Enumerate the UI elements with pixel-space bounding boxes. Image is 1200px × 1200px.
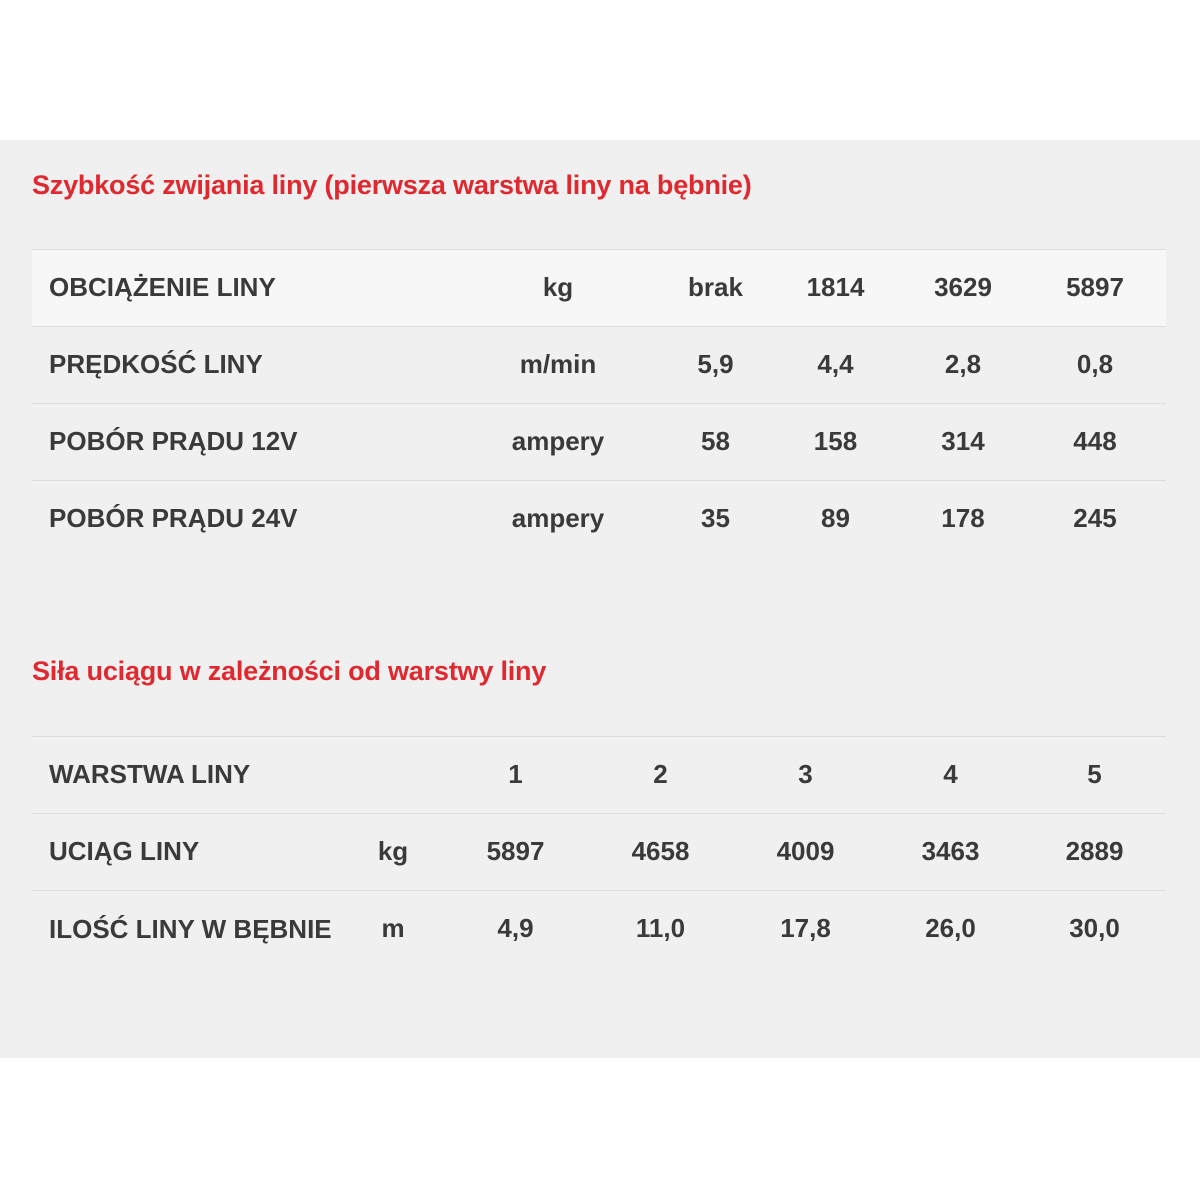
spec-panel xyxy=(0,140,1200,1058)
row-unit: kg xyxy=(343,814,443,891)
row-unit: m xyxy=(343,891,443,1003)
row-label: WARSTWA LINY xyxy=(32,737,343,814)
table-row xyxy=(32,250,1166,327)
section-title-pulling-force: Siła uciągu w zależności od warstwy liny xyxy=(32,656,547,686)
table-cell: 158 xyxy=(769,404,902,481)
section-title-winding-speed: Szybkość zwijania liny (pierwsza warstwa liny na bębnie) xyxy=(32,170,752,200)
table-row xyxy=(32,737,1166,814)
row-label: UCIĄG LINY xyxy=(32,814,343,891)
row-unit: ampery xyxy=(454,404,662,481)
pulling-force-table xyxy=(32,736,1166,1003)
row-label: PRĘDKOŚĆ LINY xyxy=(32,327,454,404)
row-label: POBÓR PRĄDU 12V xyxy=(32,404,454,481)
table-cell: 448 xyxy=(1024,404,1166,481)
table-cell: 5,9 xyxy=(662,327,769,404)
table-cell: 2,8 xyxy=(902,327,1024,404)
winding-speed-table xyxy=(32,249,1166,558)
table-cell: 17,8 xyxy=(733,891,878,1003)
table-cell: 178 xyxy=(902,481,1024,558)
table-cell: 11,0 xyxy=(588,891,733,1003)
table-cell: 1814 xyxy=(769,250,902,327)
table-row xyxy=(32,327,1166,404)
table-cell: 5897 xyxy=(443,814,588,891)
table-cell: 4 xyxy=(878,737,1023,814)
row-label: OBCIĄŻENIE LINY xyxy=(32,250,454,327)
table-cell: 0,8 xyxy=(1024,327,1166,404)
row-unit: ampery xyxy=(454,481,662,558)
table-cell: 35 xyxy=(662,481,769,558)
table-cell: 3 xyxy=(733,737,878,814)
table-cell: 4009 xyxy=(733,814,878,891)
table-cell: brak xyxy=(662,250,769,327)
table-cell: 4,4 xyxy=(769,327,902,404)
table-cell: 3629 xyxy=(902,250,1024,327)
table-cell: 58 xyxy=(662,404,769,481)
table-cell: 26,0 xyxy=(878,891,1023,1003)
table-cell: 30,0 xyxy=(1023,891,1166,1003)
row-label: POBÓR PRĄDU 24V xyxy=(32,481,454,558)
table-cell: 3463 xyxy=(878,814,1023,891)
table-row xyxy=(32,404,1166,481)
table-cell: 89 xyxy=(769,481,902,558)
row-unit xyxy=(343,737,443,814)
row-unit: m/min xyxy=(454,327,662,404)
table-cell: 314 xyxy=(902,404,1024,481)
table-cell: 4658 xyxy=(588,814,733,891)
table-cell: 5897 xyxy=(1024,250,1166,327)
table-cell: 4,9 xyxy=(443,891,588,1003)
table-cell: 1 xyxy=(443,737,588,814)
table-row xyxy=(32,891,1166,1003)
table-cell: 5 xyxy=(1023,737,1166,814)
table-row xyxy=(32,481,1166,558)
table-row xyxy=(32,814,1166,891)
table-cell: 2 xyxy=(588,737,733,814)
table-cell: 245 xyxy=(1024,481,1166,558)
row-label: ILOŚĆ LINY W BĘBNIE xyxy=(32,891,343,1003)
table-cell: 2889 xyxy=(1023,814,1166,891)
row-unit: kg xyxy=(454,250,662,327)
